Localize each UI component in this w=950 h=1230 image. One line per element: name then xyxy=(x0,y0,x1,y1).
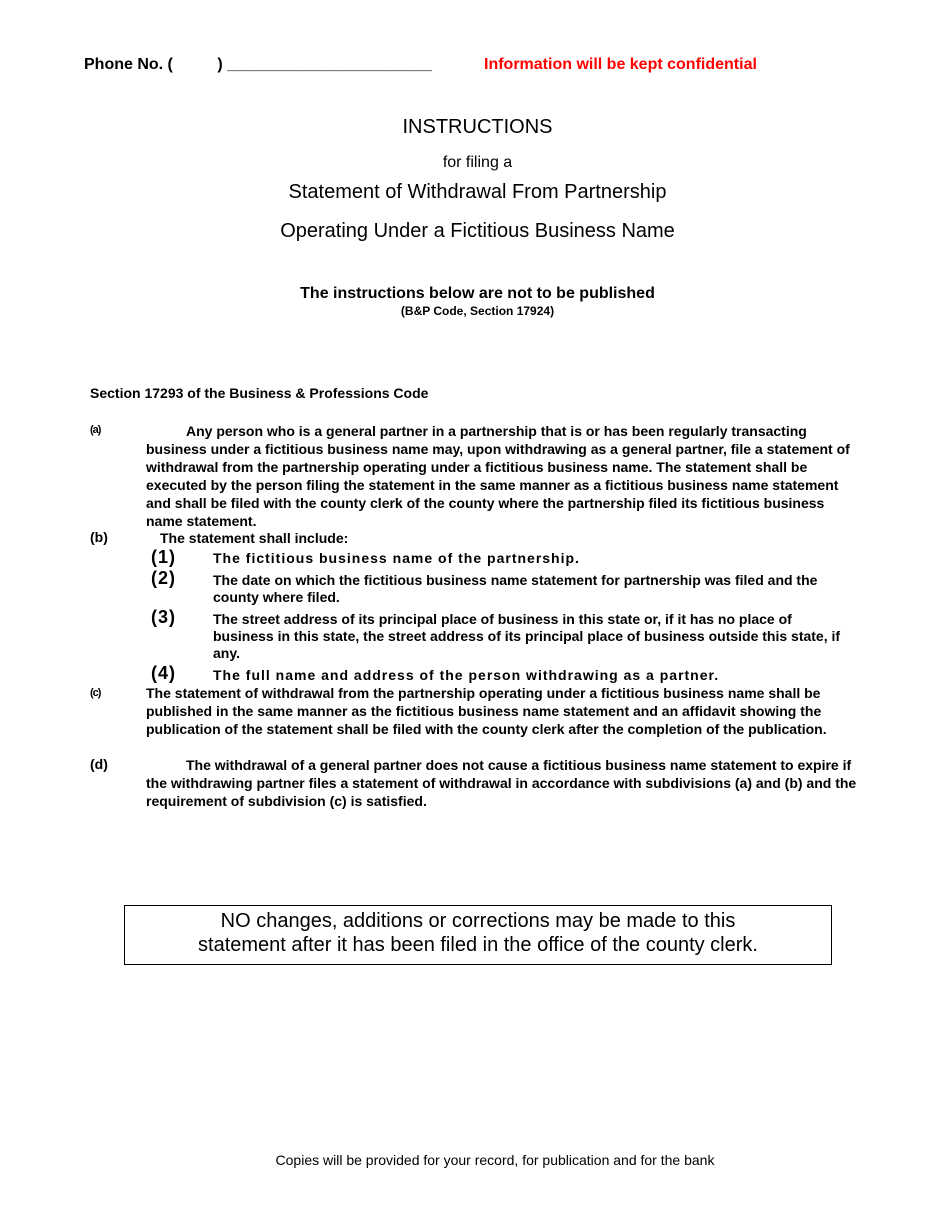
item-1-text: The fictitious business name of the partnership. xyxy=(213,550,580,566)
subdivision-d-label: (d) xyxy=(90,756,108,772)
section-heading: Section 17293 of the Business & Professions Code xyxy=(90,385,429,401)
phone-number-field[interactable]: Phone No. ( ) _______________________ xyxy=(84,56,432,73)
code-reference: (B&P Code, Section 17924) xyxy=(400,304,555,318)
notice-line-2: statement after it has been filed in the office of the county clerk. xyxy=(198,934,758,956)
subdivision-d-text xyxy=(146,756,861,810)
subdivision-a-body: Any person who is a general partner in a partnership that is or has been regularly transacting business under a fictitious business name may, upon withdrawing as a general partner, file a statement of withdrawal from the partnership operating under a fictitious business name. The statement shall be executed by the person filing the statement in the same manner as a fictitious business name statement and shall be filed with the county clerk of the county where the partnership filed its fictitious business name statement. xyxy=(146,423,850,529)
subdivision-b-text: The statement shall include: xyxy=(160,530,349,546)
form-title-line1: Statement of Withdrawal From Partnership xyxy=(288,181,667,203)
item-3-number: (3) xyxy=(151,607,176,627)
subtitle-for-filing: for filing a xyxy=(442,154,513,171)
notice-line-1: NO changes, additions or corrections may be made to this xyxy=(220,910,736,932)
form-title-line2: Operating Under a Fictitious Business Name xyxy=(280,220,675,242)
subdivision-d-body: The withdrawal of a general partner does not cause a fictitious business name statement to expire if the withdrawing partner files a statement of withdrawal in accordance with subdivisions (a) and (b) and the requirement of subdivision (c) is satisfied. xyxy=(146,757,857,809)
confidential-notice: Information will be kept confidential xyxy=(484,56,757,73)
item-3-text: The street address of its principal place of business in this state or, if it has no place of business in this state, the street address of its principal place of business outside this state, if any. xyxy=(213,611,841,661)
item-4-number: (4) xyxy=(151,663,176,683)
footer-copies-note: Copies will be provided for your record, for publication and for the bank xyxy=(275,1152,715,1168)
item-2-text: The date on which the fictitious business name statement for partnership was filed and the county where filed. xyxy=(213,572,818,605)
not-published-heading: The instructions below are not to be published xyxy=(300,285,655,302)
subdivision-b-label: (b) xyxy=(90,529,108,545)
subdivision-a-label: (a) xyxy=(90,424,101,436)
item-1-number: (1) xyxy=(151,547,176,567)
item-2-number: (2) xyxy=(151,568,176,588)
no-changes-notice-box xyxy=(124,905,832,965)
subdivision-c-text: The statement of withdrawal from the partnership operating under a fictitious business name shall be published in the same manner as the fictitious business name statement and an affidavit showing the publication of the statement shall be filed with the county clerk after the completion of the publication. xyxy=(146,685,827,737)
item-4-text: The full name and address of the person withdrawing as a partner. xyxy=(213,667,720,683)
subdivision-a-text xyxy=(146,422,861,530)
subdivision-c-label: (c) xyxy=(90,687,101,699)
page-title: INSTRUCTIONS xyxy=(402,116,553,138)
